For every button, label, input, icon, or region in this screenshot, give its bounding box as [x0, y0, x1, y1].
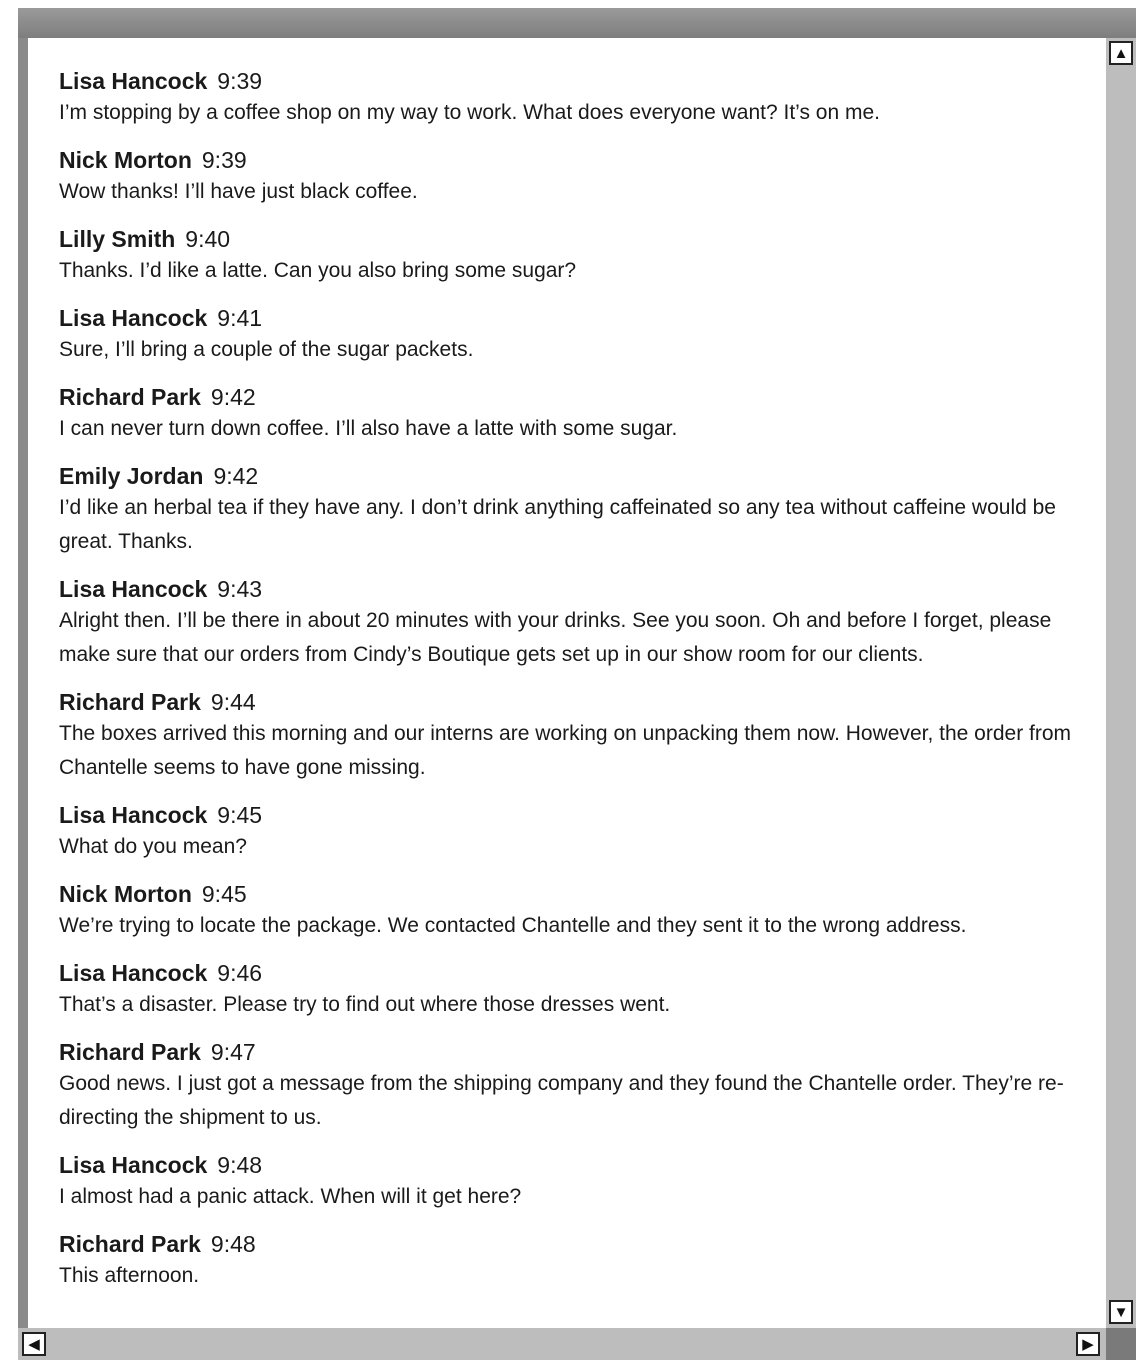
chat-message — [59, 687, 1079, 785]
message-sender: Emily Jordan — [59, 463, 204, 489]
message-sender: Richard Park — [59, 1039, 201, 1065]
title-bar — [18, 8, 1136, 38]
message-time: 9:42 — [213, 463, 259, 489]
message-time: 9:45 — [217, 802, 263, 828]
message-text: I’d like an herbal tea if they have any. I don’t drink anything caffeinated so any tea without caffeine would be great. Thanks. — [59, 496, 1056, 553]
scroll-up-button[interactable] — [1109, 41, 1133, 65]
message-header — [59, 1150, 1079, 1180]
message-header — [59, 1229, 1079, 1259]
message-header — [59, 687, 1079, 717]
message-list — [59, 66, 1079, 1308]
window-left-edge — [18, 38, 28, 1328]
chat-message — [59, 224, 1079, 288]
message-text: Alright then. I’ll be there in about 20 minutes with your drinks. See you soon. Oh and before I forget, please make sure that our orders from Cindy’s Boutique gets set up in our show room for our clients. — [59, 609, 1052, 666]
message-text: This afternoon. — [59, 1264, 200, 1287]
right-arrow-icon: ▶ — [1082, 1335, 1094, 1353]
message-header — [59, 958, 1079, 988]
chat-message — [59, 958, 1079, 1022]
message-text: What do you mean? — [59, 835, 247, 858]
message-time: 9:47 — [210, 1039, 256, 1065]
message-text: Sure, I’ll bring a couple of the sugar packets. — [59, 338, 474, 361]
message-text: I’m stopping by a coffee shop on my way to work. What does everyone want? It’s on me. — [59, 101, 880, 124]
message-sender: Nick Morton — [59, 147, 192, 173]
scroll-down-button[interactable] — [1109, 1300, 1133, 1324]
message-text: Wow thanks! I’ll have just black coffee. — [59, 180, 418, 203]
scroll-left-button[interactable] — [22, 1332, 46, 1356]
message-text: The boxes arrived this morning and our interns are working on unpacking them now. However, the order from Chantelle seems to have gone missing. — [59, 722, 1072, 779]
message-time: 9:48 — [210, 1231, 256, 1257]
chat-message — [59, 303, 1079, 367]
scrollbar-corner — [1106, 1328, 1136, 1360]
chat-content-area — [28, 38, 1106, 1328]
message-sender: Lisa Hancock — [59, 802, 208, 828]
message-sender: Nick Morton — [59, 881, 192, 907]
chat-message — [59, 1037, 1079, 1135]
message-sender: Lisa Hancock — [59, 1152, 208, 1178]
chat-message — [59, 145, 1079, 209]
chat-message — [59, 1150, 1079, 1214]
message-sender: Lisa Hancock — [59, 305, 208, 331]
scroll-right-button[interactable] — [1076, 1332, 1100, 1356]
message-time: 9:44 — [210, 689, 256, 715]
message-time: 9:40 — [185, 226, 231, 252]
chat-message — [59, 382, 1079, 446]
chat-message — [59, 574, 1079, 672]
message-text: That’s a disaster. Please try to find out where those dresses went. — [59, 993, 671, 1016]
message-time: 9:41 — [217, 305, 263, 331]
message-text: We’re trying to locate the package. We contacted Chantelle and they sent it to the wrong address. — [59, 914, 967, 937]
message-header — [59, 303, 1079, 333]
message-text: I can never turn down coffee. I’ll also have a latte with some sugar. — [59, 417, 678, 440]
message-header — [59, 800, 1079, 830]
up-arrow-icon: ▲ — [1113, 44, 1129, 62]
chat-message — [59, 800, 1079, 864]
vertical-scrollbar[interactable] — [1106, 38, 1136, 1328]
message-time: 9:48 — [217, 1152, 263, 1178]
message-header — [59, 66, 1079, 96]
message-sender: Richard Park — [59, 1231, 201, 1257]
message-time: 9:46 — [217, 960, 263, 986]
message-time: 9:45 — [201, 881, 247, 907]
chat-window — [18, 8, 1136, 1360]
message-header — [59, 879, 1079, 909]
message-sender: Richard Park — [59, 384, 201, 410]
message-time: 9:39 — [217, 68, 263, 94]
message-header — [59, 1037, 1079, 1067]
message-header — [59, 461, 1079, 491]
message-sender: Lisa Hancock — [59, 576, 208, 602]
down-arrow-icon: ▼ — [1113, 1303, 1129, 1321]
message-sender: Richard Park — [59, 689, 201, 715]
message-text: I almost had a panic attack. When will it get here? — [59, 1185, 522, 1208]
message-text: Thanks. I’d like a latte. Can you also bring some sugar? — [59, 259, 577, 282]
chat-message — [59, 1229, 1079, 1293]
message-sender: Lisa Hancock — [59, 960, 208, 986]
message-header — [59, 224, 1079, 254]
chat-message — [59, 461, 1079, 559]
message-header — [59, 574, 1079, 604]
message-header — [59, 382, 1079, 412]
message-header — [59, 145, 1079, 175]
chat-message — [59, 66, 1079, 130]
message-text: Good news. I just got a message from the shipping company and they found the Chantelle order. They’re re-directing the shipment to us. — [59, 1072, 1064, 1129]
left-arrow-icon: ◀ — [28, 1335, 40, 1353]
message-time: 9:39 — [201, 147, 247, 173]
message-time: 9:43 — [217, 576, 263, 602]
message-sender: Lisa Hancock — [59, 68, 208, 94]
message-sender: Lilly Smith — [59, 226, 176, 252]
horizontal-scrollbar[interactable] — [18, 1328, 1106, 1360]
chat-message — [59, 879, 1079, 943]
message-time: 9:42 — [210, 384, 256, 410]
